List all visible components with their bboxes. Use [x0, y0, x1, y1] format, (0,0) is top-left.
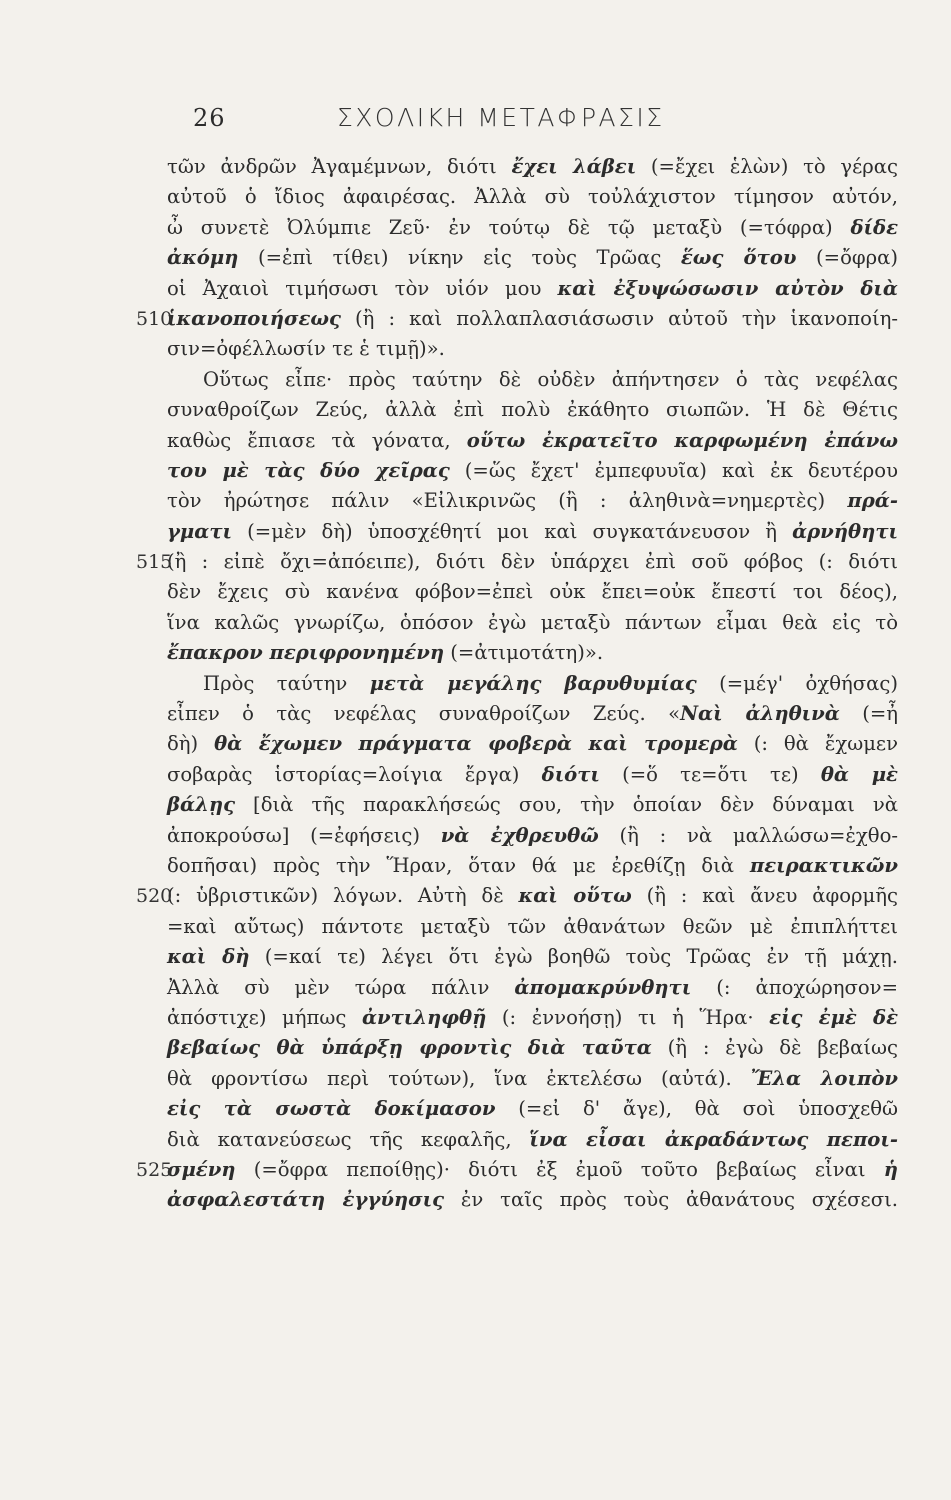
emphasized-translation: εἰς ἐμὲ δὲ [769, 1005, 898, 1029]
text-run: καθὼς ἔπιασε τὰ γόνατα, [167, 428, 467, 452]
text-line [167, 1094, 898, 1124]
text-line [167, 577, 898, 607]
text-line [167, 638, 898, 668]
text-line [167, 456, 898, 486]
text-run: (ἢ : καὶ πολλαπλασιάσωσιν αὐτοῦ τὴν ἱκανοποίη- [341, 306, 898, 330]
text-line [167, 973, 898, 1003]
emphasized-translation: ἡ [883, 1157, 898, 1181]
running-head: ΣΧΟΛΙΚΗ ΜΕΤΑΦΡΑΣΙΣ [337, 103, 665, 132]
emphasized-translation: νὰ ἐχθρευθῶ [440, 823, 599, 847]
emphasized-translation: θὰ μὲ [820, 762, 898, 786]
text-line [167, 395, 898, 425]
text-run: σοβαρὰς ἱστορίας=λοίγια ἔργα) [167, 762, 542, 786]
text-run: (ἢ : νὰ μαλλώσω=ἐχθο- [598, 823, 898, 847]
text-line [136, 304, 898, 334]
text-run: (=μέγ' ὀχθήσας) [696, 671, 898, 695]
text-line [167, 182, 898, 212]
text-run: (=ἦ [839, 702, 898, 726]
text-run: (=ὄφρα πεποίθῃς)· διότι ἐξ ἐμοῦ τοῦτο βεβαίως εἶναι [235, 1157, 884, 1181]
emphasized-translation: Ἔλα λοιπὸν [750, 1066, 898, 1090]
text-run: θὰ φροντίσω περὶ τούτων), ἵνα ἐκτελέσω (αὐτά). [167, 1066, 751, 1090]
text-run: Οὕτως εἶπε· πρὸς ταύτην δὲ οὐδὲν ἀπήντησεν ὁ τὰς νεφέλας [203, 367, 898, 391]
emphasized-translation: δίδε [850, 215, 898, 239]
body-text [136, 152, 899, 1216]
emphasized-translation: σμένη [167, 1157, 236, 1181]
text-run: (=μὲν δὴ) ὑποσχέθητί μοι καὶ συγκατάνευσον ἢ [232, 519, 793, 543]
text-run: Πρὸς ταύτην [203, 671, 370, 695]
text-line [167, 152, 898, 182]
text-run: (=ἐπὶ τίθει) νίκην εἰς τοὺς Τρῶας [238, 246, 681, 270]
emphasized-translation: ἀκόμη [167, 246, 239, 270]
text-line [167, 790, 898, 820]
text-line [167, 486, 898, 516]
text-run: (=ἔχει ἑλὼν) τὸ γέρας [636, 155, 899, 178]
text-line [167, 729, 898, 759]
emphasized-translation: ἀρνήθητι [792, 519, 898, 543]
text-run: ἀπόστιχε) μήπως [167, 1005, 362, 1029]
text-run: ἵνα καλῶς γνωρίζω, ὁπόσον ἐγὼ μεταξὺ πάντων εἶμαι θεὰ εἰς τὸ [167, 610, 898, 634]
text-run: [διὰ τῆς παρακλήσεώς σου, τὴν ὁποίαν δὲν δύναμαι νὰ [235, 793, 898, 817]
text-run: σιν=ὀφέλλωσίν τε ἑ τιμῇ)». [167, 337, 445, 361]
text-run: (=ἀτιμοτάτη)». [444, 641, 604, 665]
text-run: (=ὥς ἔχετ' ἐμπεφυυῖα) καὶ ἐκ δευτέρου [449, 458, 898, 482]
emphasized-translation: καὶ ἐξυψώσωσιν αὐτὸν διὰ [557, 276, 898, 300]
text-run: ὦ συνετὲ Ὀλύμπιε Ζεῦ· ἐν τούτῳ δὲ τῷ μεταξὺ (=τόφρα) [167, 215, 851, 239]
text-line [167, 851, 898, 881]
emphasized-translation: ἔχει λάβει [511, 155, 637, 178]
text-run: =καὶ αὔτως) πάντοτε μεταξὺ τῶν ἀθανάτων θεῶν μὲ ἐπιπλήττει [167, 914, 898, 938]
text-run: διὰ κατανεύσεως τῆς κεφαλῆς, [167, 1127, 530, 1151]
text-line [167, 912, 898, 942]
text-line [167, 1003, 898, 1033]
text-run: ἐν ταῖς πρὸς τοὺς ἀθανάτους σχέσεσι. [444, 1188, 898, 1212]
emphasized-translation: θὰ ἔχωμεν πράγματα φοβερὰ καὶ τρομερὰ [214, 732, 738, 756]
text-run: (: ὑβριστικῶν) λόγων. Αὐτὴ δὲ [167, 884, 519, 908]
text-line [136, 1155, 898, 1185]
text-line [167, 1064, 898, 1094]
text-run: δὲν ἔχεις σὺ κανένα φόβον=ἐπεὶ οὐκ ἔπει=οὐκ ἔπεστί τοι δέος), [167, 580, 898, 604]
emphasized-translation: ἀντιληφθῇ [361, 1005, 487, 1029]
text-line [167, 1125, 898, 1155]
text-line [136, 881, 898, 911]
text-line [167, 426, 898, 456]
verse-line-number: 520 [136, 885, 173, 908]
text-run: δὴ) [167, 732, 215, 756]
emphasized-translation: γματι [167, 519, 233, 543]
emphasized-translation: βάλῃς [167, 793, 236, 817]
emphasized-translation: καὶ οὕτω [518, 884, 632, 908]
emphasized-translation: ἀσφαλεστάτη ἐγγύησις [167, 1188, 445, 1212]
emphasized-translation: διότι [541, 762, 600, 786]
text-line [136, 547, 898, 577]
text-line [167, 821, 898, 851]
text-run: οἱ Ἀχαιοὶ τιμήσωσι τὸν υἱόν μου [167, 276, 558, 300]
emphasized-translation: μετὰ μεγάλης βαρυθυμίας [369, 671, 697, 695]
emphasized-translation: πειρακτικῶν [749, 853, 898, 877]
emphasized-translation: βεβαίως θὰ ὑπάρξῃ φροντὶς διὰ ταῦτα [167, 1036, 652, 1060]
emphasized-translation: ἱκανοποιήσεως [167, 306, 341, 330]
emphasized-translation: Ναὶ ἀληθινὰ [680, 702, 840, 726]
text-line [167, 365, 898, 395]
emphasized-translation: πρά- [847, 489, 898, 513]
page-number: 26 [193, 104, 226, 132]
text-run: (=καί τε) λέγει ὅτι ἐγὼ βοηθῶ τοὺς Τρῶας ἐν τῇ μάχῃ. [249, 945, 898, 969]
text-run: συναθροίζων Ζεύς, ἀλλὰ ἐπὶ πολὺ ἐκάθητο σιωπῶν. Ἡ δὲ Θέτις [167, 398, 898, 422]
emphasized-translation: ἀπομακρύνθητι [514, 975, 692, 999]
emphasized-translation: του μὲ τὰς δύο χεῖρας [167, 458, 450, 482]
emphasized-translation: καὶ δὴ [167, 945, 250, 969]
text-run: τῶν ἀνδρῶν Ἀγαμέμνων, διότι [167, 155, 512, 178]
text-run: Ἀλλὰ σὺ μὲν τώρα πάλιν [167, 975, 515, 999]
text-line [167, 669, 898, 699]
text-run: αὐτοῦ ὁ ἴδιος ἀφαιρέσας. Ἀλλὰ σὺ τοὐλάχιστον τίμησον αὐτόν, [167, 185, 898, 209]
text-line [167, 942, 898, 972]
text-line [167, 517, 898, 547]
text-run: (ἢ : εἰπὲ ὄχι=ἀπόειπε), διότι δὲν ὑπάρχει ἐπὶ σοῦ φόβος (: διότι [167, 550, 898, 574]
emphasized-translation: ἔπακρον περιφρονημένη [167, 641, 445, 665]
emphasized-translation: εἰς τὰ σωστὰ δοκίμασον [167, 1097, 496, 1121]
text-run: τὸν ἠρώτησε πάλιν «Εἰλικρινῶς (ἢ : ἀληθινὰ=νημερτὲς) [167, 489, 848, 513]
text-run: (: ἀποχώρησον= [691, 975, 899, 999]
text-run: (=εἰ δ' ἄγε), θὰ σοὶ ὑποσχεθῶ [495, 1097, 898, 1121]
emphasized-translation: ἕως ὅτου [680, 246, 797, 270]
text-line [167, 608, 898, 638]
text-run: (ἢ : καὶ ἄνευ ἀφορμῆς [631, 884, 898, 908]
text-line [167, 213, 898, 243]
text-run: εἶπεν ὁ τὰς νεφέλας συναθροίζων Ζεύς. « [167, 702, 681, 726]
emphasized-translation: ἵνα εἶσαι ἀκραδάντως πεποι- [529, 1127, 898, 1151]
text-run: ἀποκρούσω] (=ἐφήσεις) [167, 823, 441, 847]
verse-line-number: 525 [136, 1158, 173, 1181]
text-line [167, 1185, 898, 1215]
text-line [167, 274, 898, 304]
text-run: (=ὅ τε=ὅτι τε) [599, 762, 821, 786]
text-run: (ἢ : ἐγὼ δὲ βεβαίως [651, 1036, 898, 1060]
emphasized-translation: οὕτω ἐκρατεῖτο καρφωμένη ἐπάνω [466, 428, 898, 452]
text-run: (: θὰ ἔχωμεν [737, 732, 898, 756]
text-run: δοπῆσαι) πρὸς τὴν Ἥραν, ὅταν θά με ἐρεθίζῃ διὰ [167, 853, 750, 877]
text-run: (=ὄφρα) [796, 246, 898, 270]
text-line [167, 243, 898, 273]
verse-line-number: 515 [136, 551, 173, 574]
verse-line-number: 510 [136, 307, 173, 330]
text-run: (: ἐννοήσῃ) τι ἡ Ἥρα· [486, 1005, 770, 1029]
text-line [167, 760, 898, 790]
text-line [167, 699, 898, 729]
text-line [167, 334, 898, 364]
text-line [167, 1033, 898, 1063]
